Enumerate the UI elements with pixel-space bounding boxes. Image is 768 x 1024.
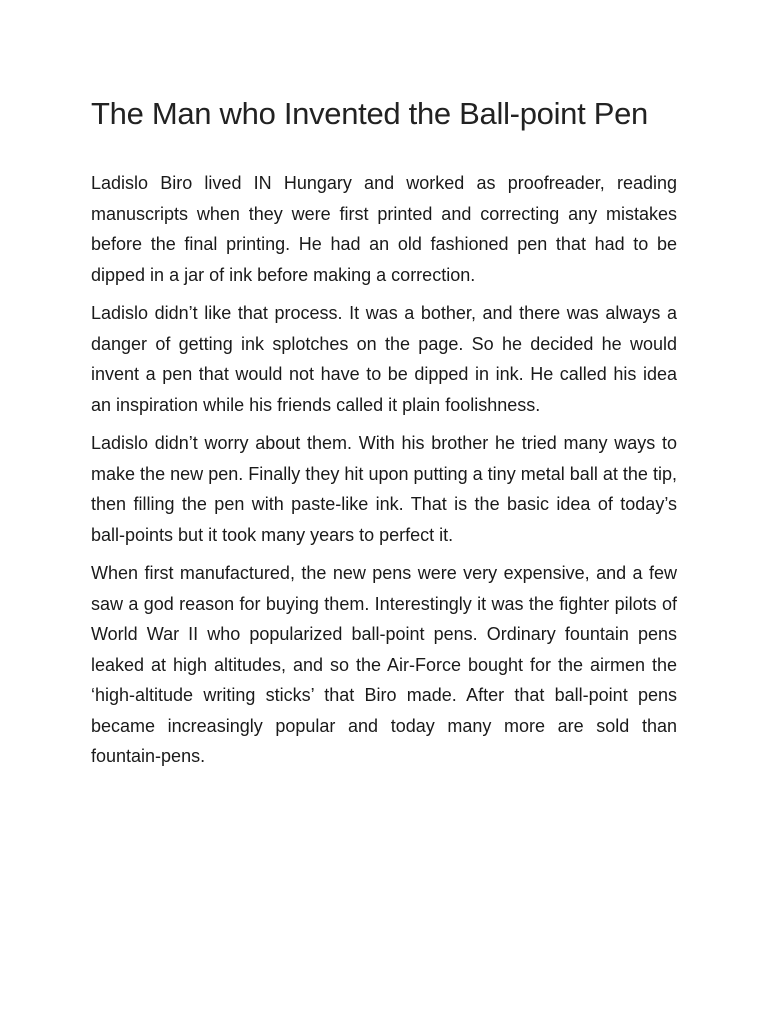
paragraph-1: Ladislo Biro lived IN Hungary and worked as proofreader, reading manuscripts when they were first printed and correcting any mistakes before the final printing. He had an old fashioned pen that had to be dipped in a jar of ink before making a correction. [91, 173, 677, 285]
paragraph-3: Ladislo didn’t worry about them. With his brother he tried many ways to make the new pen. Finally they hit upon putting a tiny metal ball at the tip, then filling the pen with paste-like ink. That is the basic idea of today’s ball-points but it took many years to perfect it. [91, 433, 677, 545]
document-body [91, 168, 677, 780]
paragraph-2: Ladislo didn’t like that process. It was a bother, and there was always a danger of getting ink splotches on the page. So he decided he would invent a pen that would not have to be dipped in ink. He called his idea an inspiration while his friends called it plain foolishness. [91, 303, 677, 415]
paragraph-4: When first manufactured, the new pens were very expensive, and a few saw a god reason for buying them. Interestingly it was the fighter pilots of World War II who popularized ball-point pens. Ordinary fountain pens leaked at high altitudes, and so the Air-Force bought for the airmen the ‘high-altitude writing sticks’ that Biro made. After that ball-point pens became increasingly popular and today many more are sold than fountain-pens. [91, 563, 677, 766]
document-title: The Man who Invented the Ball-point Pen [91, 96, 648, 131]
